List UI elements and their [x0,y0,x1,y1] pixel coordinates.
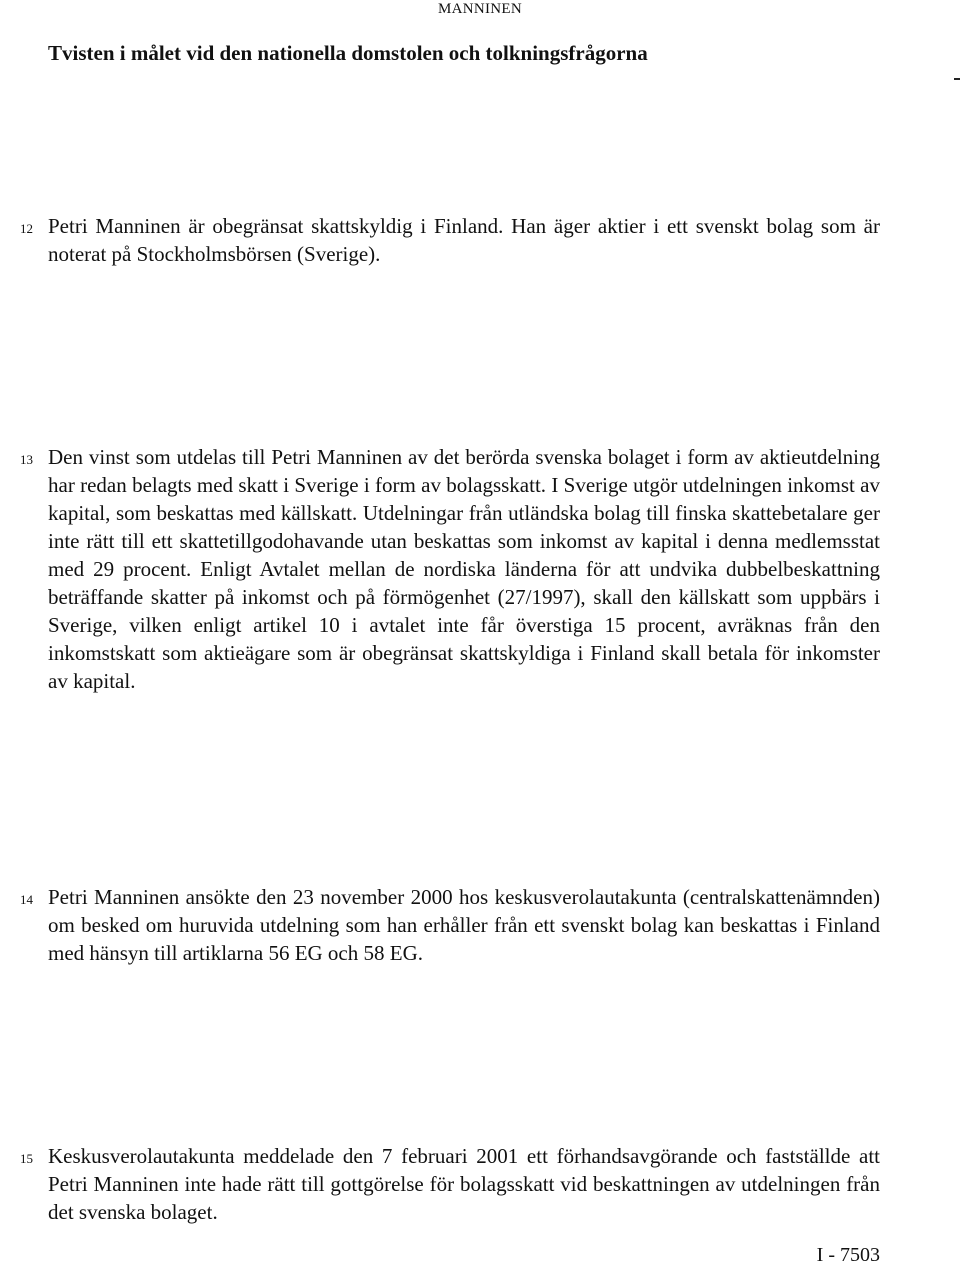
paragraph-number-15: 15 [20,1151,33,1166]
paragraph-number-12: 12 [20,221,33,236]
running-header: MANNINEN [437,1,523,17]
paragraph-12: Petri Manninen är obegränsat skattskyldig i Finland. Han äger aktier i ett svenskt bolag som är noterat på Stockholmsbörsen (Sverige). [48,214,880,266]
section-title: Tvisten i målet vid den nationella domstolen och tolkningsfrågorna [48,41,648,65]
paragraph-13: Den vinst som utdelas till Petri Manninen av det berörda svenska bolaget i form av aktieutdelning har redan belagts med skatt i Sverige i form av bolagsskatt. I Sverige utgör utdelningen inkomst av kapital, som beskattas med källskatt. Utdelningar från utländska bolag till finska skattebetalare ger inte rätt till ett skattetillgodohavande utan beskattas som inkomst av kapital i denna medlemsstat med 29 procent. Enligt Avtalet mellan de nordiska länderna för att undvika dubbelbeskattning beträffande skatter på inkomst och på förmögenhet (27/1997), skall den källskatt som uppbärs i Sverige, vilken enligt artikel 10 i avtalet inte får överstiga 15 procent, avräknas från den inkomstskatt som aktieägare som är obegränsat skattskyldiga i Finland skall betala för inkomster av kapital. [48,445,880,693]
page-number: I - 7503 [816,1244,880,1266]
paragraph-15: Keskusverolautakunta meddelade den 7 februari 2001 ett förhandsavgörande och fastställde att Petri Manninen inte hade rätt till gottgörelse för bolagsskatt vid beskattningen av utdelningen från det svenska bolaget. [48,1144,880,1224]
paragraph-number-14: 14 [20,892,33,907]
paragraph-14: Petri Manninen ansökte den 23 november 2000 hos keskusverolautakunta (centralskattenämnden) om besked om huruvida utdelning som han erhåller från ett svenskt bolag kan beskattas i Finland med hänsyn till artiklarna 56 EG och 58 EG. [48,885,880,965]
margin-mark [954,78,960,80]
paragraph-number-13: 13 [20,452,33,467]
